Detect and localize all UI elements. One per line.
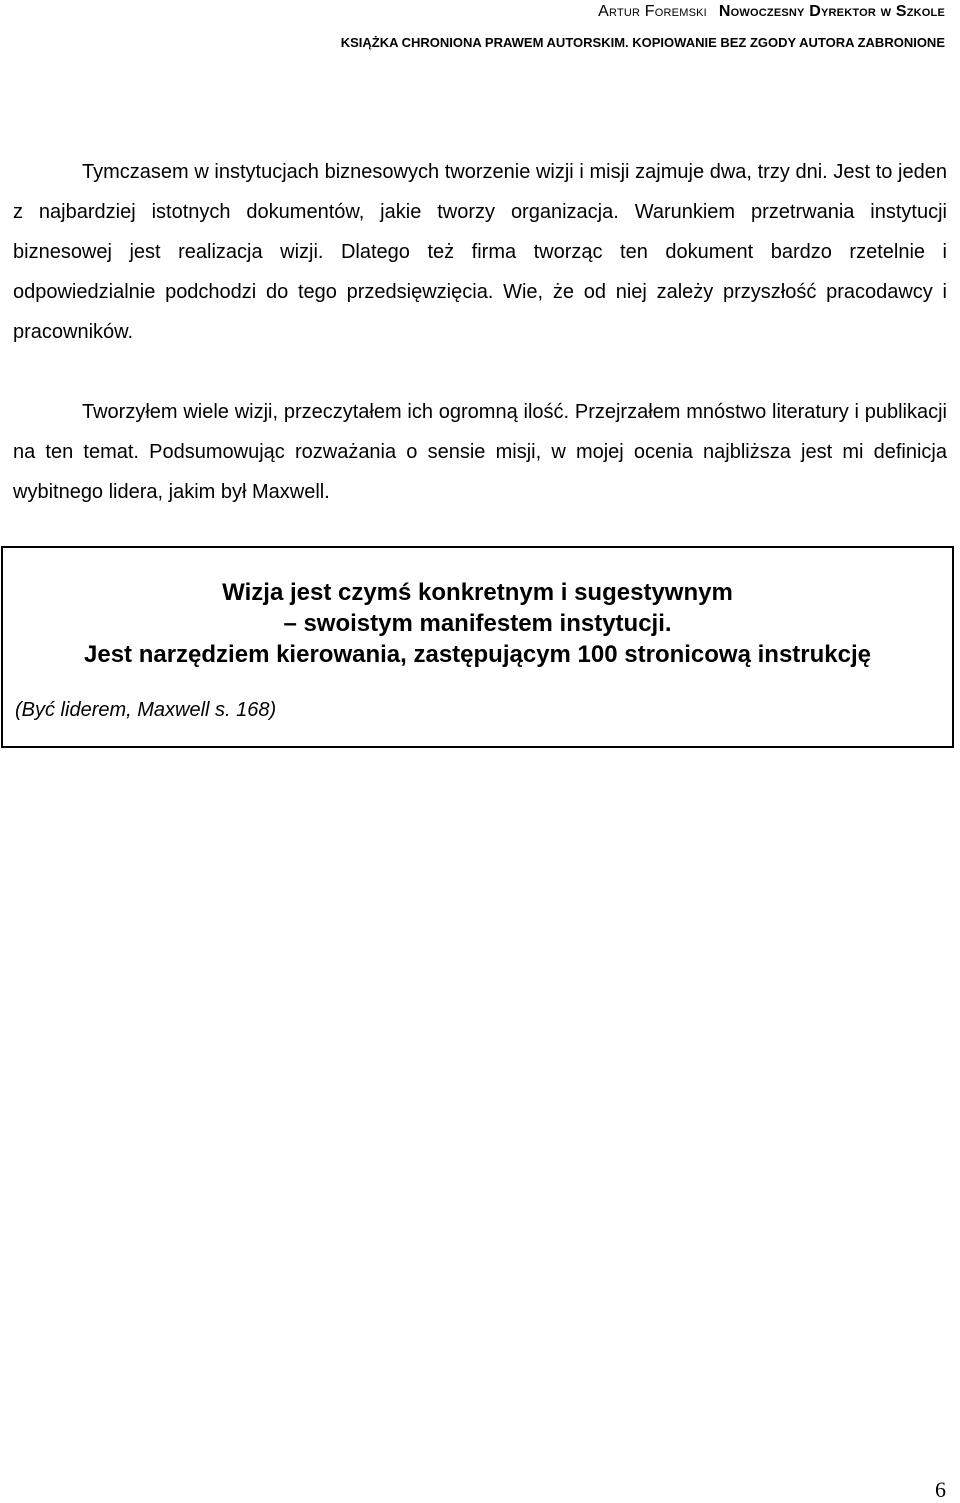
body-paragraph-1 [13, 152, 947, 352]
quote-line-1: Wizja jest czymś konkretnym i sugestywnym [222, 579, 733, 606]
running-header [341, 0, 945, 52]
body-paragraph-2 [13, 392, 947, 512]
paragraph-text: Tymczasem w instytucjach biznesowych tworzenie wizji i misji zajmuje dwa, trzy dni. Jest to jeden z najbardziej istotnych dokumentów, jakie tworzy organizacja. Warunkiem przetrwania instytucji biznesowej jest realizacja wizji. Dlatego też firma tworząc ten dokument bardzo rzetelnie i odpowiedzialnie podchodzi do tego przedsięwzięcia. Wie, że od niej zależy przyszłość pracodawcy i pracowników. [13, 161, 947, 343]
copyright-notice: KSIĄŻKA CHRONIONA PRAWEM AUTORSKIM. KOPIOWANIE BEZ ZGODY AUTORA ZABRONIONE [340, 35, 945, 50]
quote-line-3: Jest narzędziem kierowania, zastępującym 100 stronicową instrukcję [84, 641, 871, 668]
paragraph-text: Tworzyłem wiele wizji, przeczytałem ich ogromną ilość. Przejrzałem mnóstwo literatury i publikacji na ten temat. Podsumowując rozważania o sensie misji, w mojej ocenia najbliższa jest mi definicja wybitnego lidera, jakim był Maxwell. [13, 401, 947, 503]
quote-source: (Być liderem, Maxwell s. 168) [15, 699, 277, 721]
quote-box [1, 546, 954, 748]
quote-text [3, 577, 952, 670]
page-number: 6 [935, 1477, 946, 1502]
quote-line-2: – swoistym manifestem instytucji. [283, 610, 672, 637]
header-line [341, 2, 945, 22]
header-book-title: Nowoczesny Dyrektor w Szkole [718, 3, 945, 20]
header-author: Artur Foremski [598, 3, 707, 20]
